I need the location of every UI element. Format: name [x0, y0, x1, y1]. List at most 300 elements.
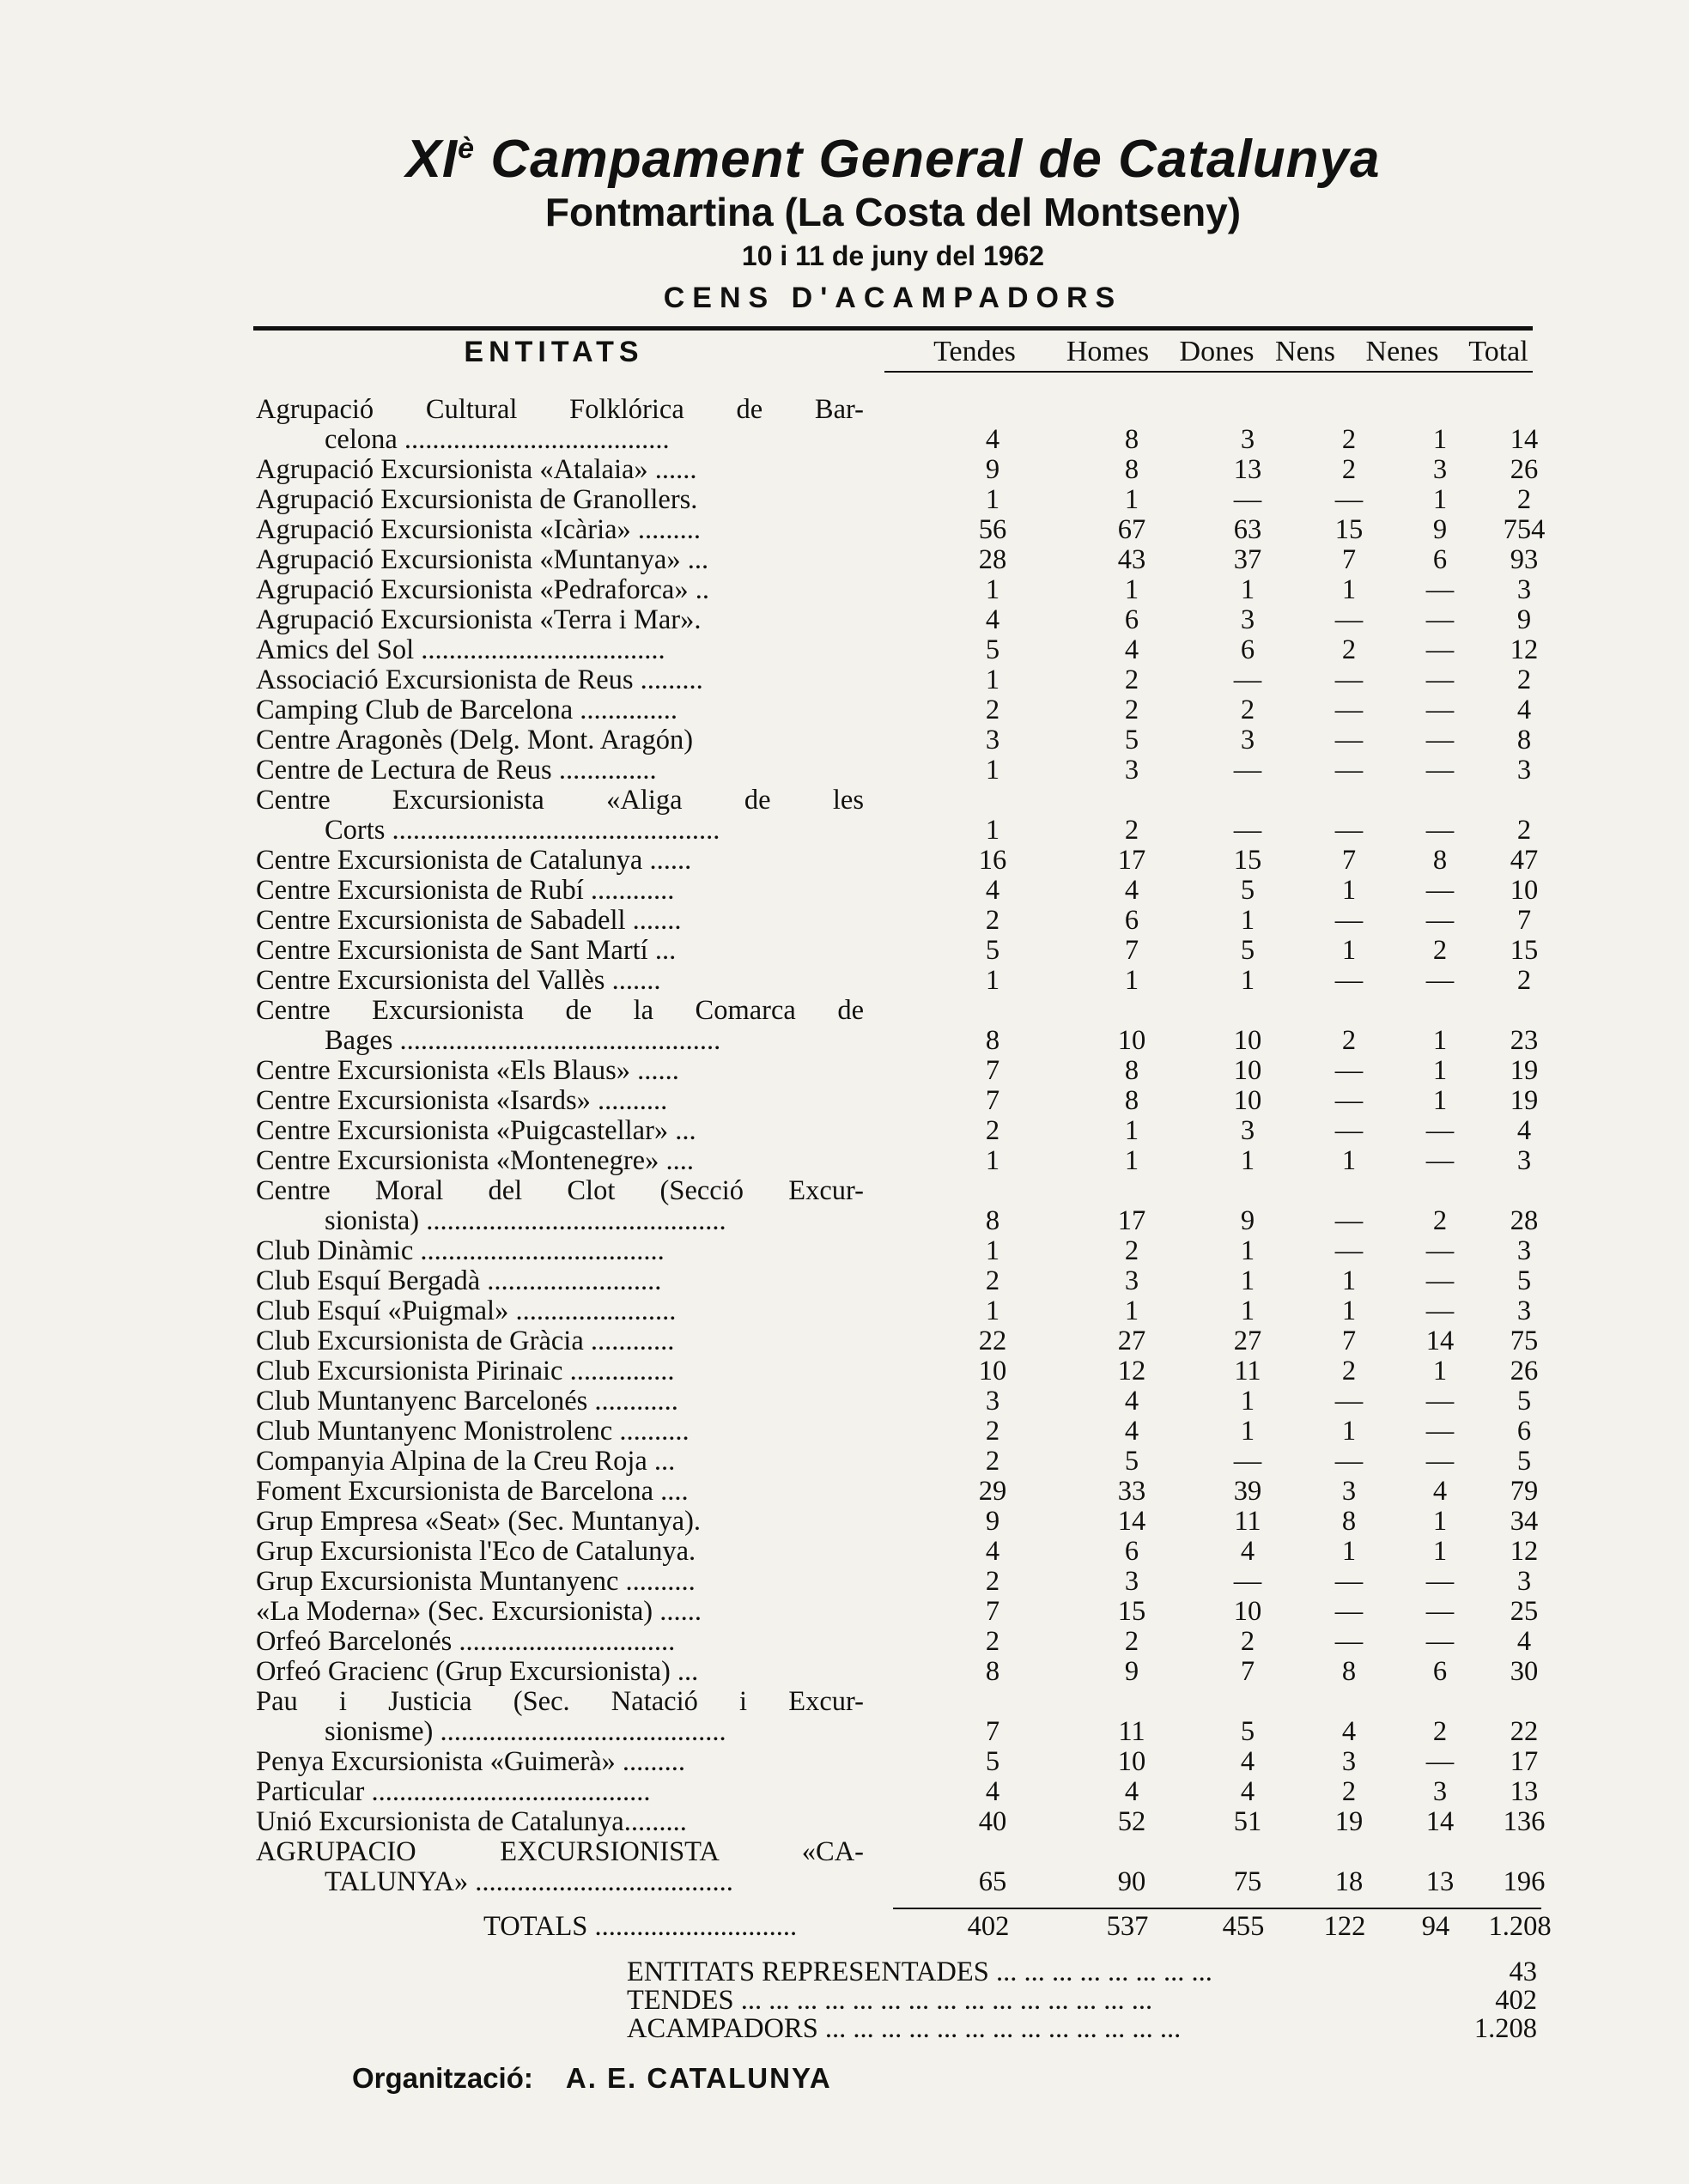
- cell-dones: —: [1233, 815, 1262, 846]
- cell-dones: 11: [1234, 1506, 1261, 1537]
- cell-tendes: 1: [985, 1295, 1000, 1326]
- cell-dones: 13: [1233, 454, 1262, 485]
- cell-homes: 1: [1124, 1115, 1139, 1146]
- summary-acampadors: [627, 2014, 1537, 2044]
- organizer-name: A. E. CATALUNYA: [565, 2062, 832, 2094]
- entity-name: Centre Excursionista de Rubí ............: [256, 875, 675, 906]
- cell-total: 30: [1510, 1656, 1539, 1687]
- table-row: [256, 1146, 1544, 1176]
- cell-total: 19: [1510, 1055, 1539, 1086]
- cell-tendes: 5: [985, 1746, 1000, 1777]
- table-row: [256, 1567, 1544, 1597]
- entity-name: Camping Club de Barcelona ..............: [256, 695, 678, 725]
- cell-nens: —: [1334, 1055, 1364, 1086]
- entity-name: Orfeó Barcelonés ...............................: [256, 1626, 676, 1657]
- cell-total: 19: [1510, 1085, 1539, 1116]
- table-row: [256, 395, 1544, 455]
- cell-tendes: 1: [985, 815, 1000, 846]
- cell-nenes: 1: [1432, 484, 1448, 515]
- table-row: [256, 1116, 1544, 1146]
- cell-total: 2: [1516, 664, 1532, 695]
- cell-homes: 90: [1117, 1866, 1146, 1897]
- cell-nens: 2: [1341, 1356, 1357, 1386]
- cell-dones: 10: [1233, 1085, 1262, 1116]
- entity-name: Centre Excursionista «Montenegre» ....: [256, 1145, 694, 1176]
- cell-tendes: 2: [985, 1566, 1000, 1597]
- cell-nens: 2: [1341, 1776, 1357, 1807]
- census-table: [256, 395, 1544, 1897]
- cell-tendes: 40: [978, 1806, 1007, 1837]
- table-row: [256, 1176, 1544, 1236]
- cell-nens: —: [1334, 695, 1364, 725]
- cell-dones: —: [1233, 484, 1262, 515]
- cell-tendes: 7: [985, 1716, 1000, 1747]
- entity-name: Centre Excursionista «Aliga de les Corts ...............................................: [256, 785, 864, 846]
- cell-homes: 11: [1118, 1716, 1145, 1747]
- cell-homes: 4: [1124, 1386, 1139, 1417]
- cell-nens: 18: [1334, 1866, 1364, 1897]
- cell-total: 5: [1516, 1386, 1532, 1417]
- entity-name: Club Esquí Bergadà .........................: [256, 1265, 662, 1296]
- summary-value: 1.208: [1473, 2013, 1537, 2044]
- summary-tendes: [627, 1986, 1537, 2016]
- cell-nens: —: [1334, 1235, 1364, 1266]
- cell-tendes: 2: [985, 1115, 1000, 1146]
- cell-nens: —: [1334, 905, 1364, 936]
- cell-tendes: 1: [985, 755, 1000, 786]
- cell-tendes: 5: [985, 634, 1000, 665]
- cell-nens: 2: [1341, 424, 1357, 455]
- cell-dones: 2: [1240, 695, 1255, 725]
- cell-dones: 15: [1233, 845, 1262, 876]
- cell-dones: 27: [1233, 1326, 1262, 1356]
- table-row: [256, 1537, 1544, 1567]
- cell-nenes: 14: [1425, 1326, 1455, 1356]
- cell-homes: 1: [1124, 965, 1139, 996]
- cell-nenes: 4: [1432, 1476, 1448, 1507]
- cell-nenes: 14: [1425, 1806, 1455, 1837]
- cell-nens: —: [1334, 1626, 1364, 1657]
- cell-nens: 1: [1341, 1145, 1357, 1176]
- cell-tendes: 2: [985, 1446, 1000, 1477]
- cell-nens: 2: [1341, 1025, 1357, 1056]
- cell-total: 3: [1516, 1295, 1532, 1326]
- table-row: [256, 966, 1544, 996]
- cell-total: 14: [1510, 424, 1539, 455]
- table-row: [256, 1507, 1544, 1537]
- table-row: [256, 1296, 1544, 1326]
- summary-value: 402: [1495, 1985, 1537, 2016]
- cell-total: 3: [1516, 1235, 1532, 1266]
- cell-homes: 52: [1117, 1806, 1146, 1837]
- table-row: [256, 545, 1544, 575]
- entity-name: Agrupació Excursionista «Pedraforca» ..: [256, 574, 709, 605]
- cell-nens: 7: [1341, 544, 1357, 575]
- entity-name: Pau i Justicia (Sec. Natació i Excur- sionisme) .........................................: [256, 1686, 864, 1747]
- cell-nens: 1: [1341, 875, 1357, 906]
- cell-nens: —: [1334, 1596, 1364, 1627]
- entity-name: Club Excursionista de Gràcia ............: [256, 1326, 675, 1356]
- cell-nens: —: [1334, 1115, 1364, 1146]
- cell-tendes: 1: [985, 484, 1000, 515]
- cell-dones: 1: [1240, 1235, 1255, 1266]
- cell-dones: 7: [1240, 1656, 1255, 1687]
- column-header-entitats: ENTITATS: [464, 336, 644, 368]
- cell-total: 25: [1510, 1596, 1539, 1627]
- cell-tendes: 9: [985, 1506, 1000, 1537]
- cell-tendes: 28: [978, 544, 1007, 575]
- column-header-nens: Nens: [1275, 336, 1335, 367]
- cell-nenes: —: [1425, 1145, 1455, 1176]
- cell-dones: 5: [1240, 875, 1255, 906]
- table-row: [256, 1627, 1544, 1657]
- cell-dones: 4: [1240, 1746, 1255, 1777]
- cell-nenes: —: [1425, 1386, 1455, 1417]
- table-row: [256, 846, 1544, 876]
- cell-tendes: 29: [978, 1476, 1007, 1507]
- table-row: [256, 1447, 1544, 1477]
- column-header-total: Total: [1468, 336, 1528, 367]
- cell-homes: 27: [1117, 1326, 1146, 1356]
- cell-dones: 75: [1233, 1866, 1262, 1897]
- cell-dones: 1: [1240, 905, 1255, 936]
- cell-total: 4: [1516, 1115, 1532, 1146]
- cell-tendes: 22: [978, 1326, 1007, 1356]
- cell-homes: 6: [1124, 604, 1139, 635]
- cell-dones: —: [1233, 755, 1262, 786]
- total-tendes: 402: [967, 1911, 1010, 1942]
- cell-total: 75: [1510, 1326, 1539, 1356]
- entity-name: Centre Excursionista de Catalunya ......: [256, 845, 692, 876]
- cell-total: 23: [1510, 1025, 1539, 1056]
- cell-total: 47: [1510, 845, 1539, 876]
- totals-rule: [893, 1908, 1541, 1909]
- cell-dones: 6: [1240, 634, 1255, 665]
- cell-homes: 1: [1124, 1145, 1139, 1176]
- cell-nens: 7: [1341, 845, 1357, 876]
- cell-nenes: —: [1425, 1596, 1455, 1627]
- cell-nenes: —: [1425, 1746, 1455, 1777]
- cell-nens: —: [1334, 664, 1364, 695]
- table-row: [256, 485, 1544, 515]
- cell-nenes: —: [1425, 634, 1455, 665]
- cell-nenes: —: [1425, 604, 1455, 635]
- cell-homes: 2: [1124, 1626, 1139, 1657]
- cell-tendes: 9: [985, 454, 1000, 485]
- cell-tendes: 3: [985, 725, 1000, 755]
- cell-nens: 1: [1341, 1416, 1357, 1447]
- cell-total: 754: [1503, 514, 1546, 545]
- cell-nenes: 3: [1432, 1776, 1448, 1807]
- cell-nens: —: [1334, 1566, 1364, 1597]
- cell-nens: —: [1334, 815, 1364, 846]
- entity-name: Particular ........................................: [256, 1776, 651, 1807]
- cell-tendes: 4: [985, 604, 1000, 635]
- entity-name: Agrupació Excursionista «Muntanya» ...: [256, 544, 709, 575]
- cell-homes: 6: [1124, 905, 1139, 936]
- cell-tendes: 10: [978, 1356, 1007, 1386]
- cell-nenes: —: [1425, 664, 1455, 695]
- cell-nens: —: [1334, 604, 1364, 635]
- cell-nenes: 2: [1432, 1205, 1448, 1236]
- cell-tendes: 7: [985, 1085, 1000, 1116]
- cell-tendes: 8: [985, 1025, 1000, 1056]
- cell-total: 2: [1516, 965, 1532, 996]
- cell-total: 8: [1516, 725, 1532, 755]
- entity-name: Agrupació Excursionista «Icària» .........: [256, 514, 702, 545]
- cell-nens: 19: [1334, 1806, 1364, 1837]
- cell-nens: 3: [1341, 1746, 1357, 1777]
- column-header-nenes: Nenes: [1365, 336, 1439, 367]
- cell-nens: 1: [1341, 1295, 1357, 1326]
- page-subtitle: Fontmartina (La Costa del Montseny): [544, 190, 1242, 234]
- cell-homes: 43: [1117, 544, 1146, 575]
- cell-homes: 2: [1124, 695, 1139, 725]
- cell-homes: 12: [1117, 1356, 1146, 1386]
- cell-nens: 4: [1341, 1716, 1357, 1747]
- cell-nens: 2: [1341, 634, 1357, 665]
- summary-entitats: [627, 1957, 1537, 1987]
- cell-nenes: —: [1425, 1566, 1455, 1597]
- table-row: [256, 455, 1544, 485]
- cell-homes: 5: [1124, 1446, 1139, 1477]
- entity-name: Companyia Alpina de la Creu Roja ...: [256, 1446, 676, 1477]
- table-row: [256, 1326, 1544, 1356]
- cell-nens: —: [1334, 1205, 1364, 1236]
- cell-dones: 4: [1240, 1776, 1255, 1807]
- table-row: [256, 906, 1544, 936]
- cell-total: 12: [1510, 1536, 1539, 1567]
- total-total: 1.208: [1488, 1911, 1552, 1942]
- event-date: 10 i 11 de juny del 1962: [741, 240, 1045, 271]
- table-row: [256, 1056, 1544, 1086]
- cell-total: 5: [1516, 1265, 1532, 1296]
- cell-dones: —: [1233, 1566, 1262, 1597]
- cell-homes: 3: [1124, 1566, 1139, 1597]
- table-row: [256, 635, 1544, 665]
- cell-tendes: 2: [985, 905, 1000, 936]
- cell-tendes: 2: [985, 1626, 1000, 1657]
- cell-dones: 9: [1240, 1205, 1255, 1236]
- cell-nens: —: [1334, 755, 1364, 786]
- cell-dones: 2: [1240, 1626, 1255, 1657]
- column-header-homes: Homes: [1066, 336, 1150, 367]
- cell-homes: 4: [1124, 875, 1139, 906]
- cell-nenes: —: [1425, 755, 1455, 786]
- cell-homes: 9: [1124, 1656, 1139, 1687]
- table-row: [256, 1417, 1544, 1447]
- cell-homes: 1: [1124, 1295, 1139, 1326]
- cell-total: 3: [1516, 1145, 1532, 1176]
- cell-homes: 1: [1124, 574, 1139, 605]
- cell-dones: —: [1233, 664, 1262, 695]
- cell-total: 2: [1516, 484, 1532, 515]
- table-row: [256, 1477, 1544, 1507]
- cell-total: 93: [1510, 544, 1539, 575]
- cell-homes: 2: [1124, 815, 1139, 846]
- cell-nenes: 6: [1432, 544, 1448, 575]
- cell-dones: 1: [1240, 574, 1255, 605]
- cell-nenes: 2: [1432, 935, 1448, 966]
- entity-name: Agrupació Excursionista «Atalaia» ......: [256, 454, 697, 485]
- cell-total: 136: [1503, 1806, 1546, 1837]
- cell-homes: 1: [1124, 484, 1139, 515]
- table-row: [256, 1687, 1544, 1747]
- entity-name: Associació Excursionista de Reus .........: [256, 664, 703, 695]
- cell-total: 9: [1516, 604, 1532, 635]
- cell-nens: 7: [1341, 1326, 1357, 1356]
- cell-homes: 67: [1117, 514, 1146, 545]
- cell-total: 196: [1503, 1866, 1546, 1897]
- cell-homes: 17: [1117, 1205, 1146, 1236]
- column-header-rule: [884, 371, 1533, 373]
- table-row: [256, 605, 1544, 635]
- entity-name: Centre Aragonès (Delg. Mont. Aragón): [256, 725, 694, 755]
- organizer-footer: [352, 2062, 832, 2095]
- cell-dones: 3: [1240, 424, 1255, 455]
- entity-name: Agrupació Excursionista de Granollers.: [256, 484, 698, 515]
- cell-dones: 39: [1233, 1476, 1262, 1507]
- cell-nens: 1: [1341, 935, 1357, 966]
- cell-nenes: —: [1425, 574, 1455, 605]
- table-row: [256, 1837, 1544, 1897]
- cell-dones: 63: [1233, 514, 1262, 545]
- total-dones: 455: [1222, 1911, 1265, 1942]
- cell-dones: 37: [1233, 544, 1262, 575]
- cell-homes: 10: [1117, 1746, 1146, 1777]
- cell-dones: 1: [1240, 1145, 1255, 1176]
- cell-total: 79: [1510, 1476, 1539, 1507]
- entity-name: Club Excursionista Pirinaic ...............: [256, 1356, 675, 1386]
- cell-dones: 1: [1240, 1295, 1255, 1326]
- summary-value: 43: [1509, 1956, 1537, 1987]
- cell-nenes: —: [1425, 1446, 1455, 1477]
- entity-name: Club Dinàmic ...................................: [256, 1235, 665, 1266]
- cell-total: 10: [1510, 875, 1539, 906]
- cell-tendes: 8: [985, 1205, 1000, 1236]
- cell-homes: 8: [1124, 1085, 1139, 1116]
- entity-name: Centre Excursionista de la Comarca de Bages ..............................................: [256, 995, 864, 1056]
- cell-nenes: —: [1425, 1416, 1455, 1447]
- cell-tendes: 16: [978, 845, 1007, 876]
- entity-name: Grup Excursionista l'Eco de Catalunya.: [256, 1536, 696, 1567]
- entity-name: Centre de Lectura de Reus ..............: [256, 755, 657, 786]
- cell-total: 13: [1510, 1776, 1539, 1807]
- table-row: [256, 665, 1544, 695]
- cell-nenes: 13: [1425, 1866, 1455, 1897]
- cell-nens: 2: [1341, 454, 1357, 485]
- cell-dones: 11: [1234, 1356, 1261, 1386]
- cell-nenes: 8: [1432, 845, 1448, 876]
- cell-nenes: —: [1425, 695, 1455, 725]
- cell-nens: 1: [1341, 574, 1357, 605]
- table-row: [256, 515, 1544, 545]
- cell-total: 22: [1510, 1716, 1539, 1747]
- cell-nens: 15: [1334, 514, 1364, 545]
- cell-homes: 8: [1124, 1055, 1139, 1086]
- cell-total: 26: [1510, 454, 1539, 485]
- cell-nens: —: [1334, 725, 1364, 755]
- table-row: [256, 1657, 1544, 1687]
- entity-name: Grup Excursionista Muntanyenc ..........: [256, 1566, 696, 1597]
- entity-name: Agrupació Cultural Folklórica de Bar- celona ......................................: [256, 394, 864, 455]
- entity-name: AGRUPACIO EXCURSIONISTA «CA- TALUNYA» .....................................: [256, 1836, 864, 1897]
- cell-tendes: 7: [985, 1055, 1000, 1086]
- cell-dones: 3: [1240, 1115, 1255, 1146]
- table-row: [256, 1807, 1544, 1837]
- cell-nenes: 1: [1432, 424, 1448, 455]
- totals-values: [256, 1911, 1552, 1942]
- cell-dones: 1: [1240, 1265, 1255, 1296]
- table-row: [256, 1386, 1544, 1417]
- cell-tendes: 7: [985, 1596, 1000, 1627]
- cell-homes: 15: [1117, 1596, 1146, 1627]
- cell-tendes: 2: [985, 695, 1000, 725]
- entity-name: Amics del Sol ...................................: [256, 634, 665, 665]
- cell-total: 3: [1516, 755, 1532, 786]
- table-row: [256, 876, 1544, 906]
- cell-tendes: 1: [985, 664, 1000, 695]
- cell-nenes: —: [1425, 1295, 1455, 1326]
- cell-total: 2: [1516, 815, 1532, 846]
- summary-label: ACAMPADORS ... ... ... ... ... ... ... ... ... ... ... ... ...: [627, 2013, 1182, 2044]
- cell-dones: 10: [1233, 1055, 1262, 1086]
- table-row: [256, 996, 1544, 1056]
- cell-tendes: 1: [985, 574, 1000, 605]
- cell-homes: 4: [1124, 1416, 1139, 1447]
- table-row: [256, 1356, 1544, 1386]
- entity-name: Club Muntanyenc Barcelonés ............: [256, 1386, 678, 1417]
- entity-name: Centre Excursionista de Sant Martí ...: [256, 935, 677, 966]
- cell-nenes: 6: [1432, 1656, 1448, 1687]
- cell-homes: 3: [1124, 755, 1139, 786]
- entity-name: Club Muntanyenc Monistrolenc ..........: [256, 1416, 690, 1447]
- cell-nenes: 1: [1432, 1356, 1448, 1386]
- cell-total: 3: [1516, 574, 1532, 605]
- cell-tendes: 2: [985, 1265, 1000, 1296]
- cell-tendes: 4: [985, 1536, 1000, 1567]
- page-title: $XI^è$ Campament General de Catalunya: [405, 130, 1381, 189]
- table-row: [256, 1777, 1544, 1807]
- cell-nens: —: [1334, 484, 1364, 515]
- cell-dones: 5: [1240, 1716, 1255, 1747]
- cell-nens: —: [1334, 965, 1364, 996]
- cell-tendes: 65: [978, 1866, 1007, 1897]
- cell-tendes: 4: [985, 875, 1000, 906]
- cell-dones: 3: [1240, 725, 1255, 755]
- cell-homes: 7: [1124, 935, 1139, 966]
- cell-homes: 6: [1124, 1536, 1139, 1567]
- cell-nenes: —: [1425, 1626, 1455, 1657]
- table-row: [256, 1266, 1544, 1296]
- cell-nenes: 1: [1432, 1506, 1448, 1537]
- cell-nens: 8: [1341, 1656, 1357, 1687]
- cell-dones: 5: [1240, 935, 1255, 966]
- cell-dones: 1: [1240, 1386, 1255, 1417]
- cell-tendes: 1: [985, 1145, 1000, 1176]
- cell-nenes: —: [1425, 815, 1455, 846]
- cell-tendes: 8: [985, 1656, 1000, 1687]
- total-homes: 537: [1106, 1911, 1149, 1942]
- cell-homes: 8: [1124, 424, 1139, 455]
- cell-nens: —: [1334, 1085, 1364, 1116]
- cell-total: 28: [1510, 1205, 1539, 1236]
- cell-dones: 10: [1233, 1596, 1262, 1627]
- entity-name: Centre Excursionista de Sabadell .......: [256, 905, 682, 936]
- entity-name: Agrupació Excursionista «Terra i Mar».: [256, 604, 702, 635]
- cell-homes: 4: [1124, 1776, 1139, 1807]
- cell-total: 34: [1510, 1506, 1539, 1537]
